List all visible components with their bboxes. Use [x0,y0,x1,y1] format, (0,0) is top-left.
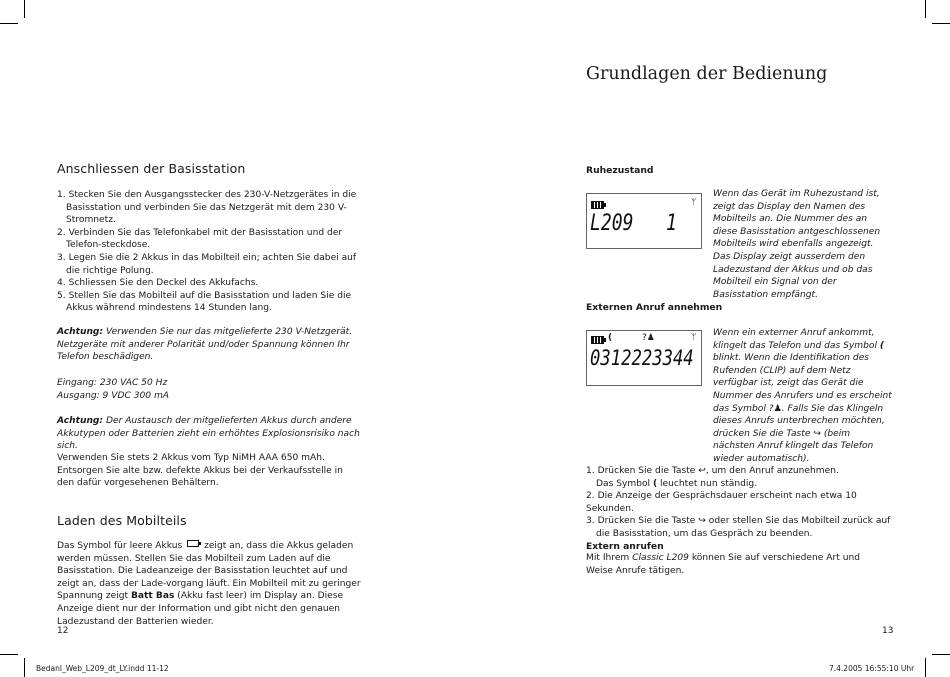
subheading-ruhezustand: Ruhezustand [586,165,654,176]
section-heading-anschliessen: Anschliessen der Basisstation [57,161,246,176]
call-accept-key-icon: ↩ [698,466,706,476]
output-spec: Ausgang: 9 VDC 300 mA [57,390,170,401]
call-end-key-icon: ↪ [698,516,706,527]
crop-mark-top-right [925,0,926,18]
list-item [586,478,891,491]
step-text: , um den Anruf anzunehmen. [705,466,839,476]
charging-text: zeigt an, dass die Akkus geladen werden müssen. Stellen Sie das Mobilteil zum Laden auf die Basisstation. Die Ladeanzeige der Basisstation leuchtet auf und zeigt an, dass der Lade-vorgang läuft. Ein Mobilteil mit zu geringer Spannung zeigt [57,541,361,602]
charging-text: (Akku fast leer) im Display an. Diese Anzeige dient nur der Information und gibt nicht den genauen Ladezustand der Batterien wieder. [57,591,344,627]
setup-steps-list [57,189,360,315]
charging-text: Das Symbol für leere Akkus [57,541,186,551]
outgoing-text: können Sie auf verschiedene Art und Weise Anrufe tätigen. [586,553,860,576]
subheading-externen-anruf: Externen Anruf annehmen [586,302,723,313]
outgoing-paragraph [586,552,886,577]
incoming-text: . Falls Sie das Klingeln dieses Anrufs unterbrechen möchten, drücken Sie die Taste [713,403,885,439]
antenna-signal-icon: ᛘ [691,198,697,208]
warning-label: Achtung: [57,416,104,426]
crop-mark-left-bottom [0,654,18,655]
battery-disposal-note: Verwenden Sie stets 2 Akkus vom Typ NiMH AAA 650 mAh. Entsorgen Sie alte bzw. defekte Akkus bei der Verkaufsstelle in den dafür vorgesehenen Behältern. [57,453,343,489]
incoming-text: (beim nächsten Anruf klingelt das Telefon wieder automatisch). [713,428,874,464]
list-item: 3. Legen Sie die 2 Akkus in das Mobilteil ein; achten Sie dabei auf die richtige Polung. [57,252,357,276]
power-specs [57,377,357,402]
battery-full-icon [591,201,604,209]
warning-power-supply [57,326,357,364]
battery-full-icon [591,336,604,344]
caller-id-icon: ?♟ [768,403,782,414]
handset-ring-icon: ( [652,478,658,489]
crop-mark-right-top [932,23,950,24]
slug-filename: Bedanl_Web_L209_dt_LY.indd 11-12 [36,664,169,673]
list-item: 4. Schliessen Sie den Deckel des Akkufachs. [57,278,259,289]
antenna-signal-icon: ᛘ [691,333,697,343]
list-item: 5. Stellen Sie das Mobilteil auf die Basisstation und laden Sie die Akkus während mindestens 14 Stunden lang. [57,290,352,314]
idle-description: Wenn das Gerät im Ruhezustand ist, zeigt das Display den Namen des Mobilteils an. Die Nummer des an diese Basisstation antgeschlossenen Mobilteils wird ebenfalls angezeigt. Das Display zeigt ausserdem den Ladezustand der Akkus und ob das Mobilteil ein Signal von der Basisstation empfängt. [713,189,881,300]
lcd-idle-text: L209 1 [590,211,677,236]
caller-id-icon: ?♟ [642,333,655,343]
incoming-text: Wenn ein externer Anruf ankommt, klingelt das Telefon und das Symbol [713,328,880,351]
list-item: 2. Verbinden Sie das Telefonkabel mit der Basisstation und der Telefon-steckdose. [57,227,343,251]
slug-date: 7.4.2005 16:55:10 Uhr [829,664,915,673]
list-item: 2. Die Anzeige der Gesprächsdauer erscheint nach etwa 10 Sekunden. [586,491,857,514]
warning-text: Verwenden Sie nur das mitgelieferte 230 V-Netzgerät. Netzgeräte mit anderer Polarität und/oder Spannung können Ihr Telefon beschädigen. [57,327,353,363]
batt-bas-label: Batt Bas [130,591,175,602]
list-item: 1. Stecken Sie den Ausgangsstecker des 230-V-Netzgerätes in die Basisstation und verbinden Sie das Netzgerät mit dem 230 V-Stromnetz. [57,190,357,226]
warning-label: Achtung: [57,327,104,337]
step-text: leuchtet nun ständig. [657,478,758,489]
lcd-display-incoming [586,330,702,386]
outgoing-text: Mit Ihrem [586,553,633,563]
list-item [586,465,891,478]
step-text: 3. Drücken Sie die Taste [586,516,699,527]
crop-mark-left-top [0,23,18,24]
page-title: Grundlagen der Bedienung [586,64,828,84]
input-spec: Eingang: 230 VAC 50 Hz [57,378,168,388]
section-heading-laden: Laden des Mobilteils [57,513,187,528]
subheading-extern-anrufen: Extern anrufen [586,541,664,552]
answer-steps-list [586,465,891,541]
incoming-description [713,327,893,466]
crop-mark-right-bottom [932,654,950,655]
empty-battery-icon [187,540,199,547]
step-text: 1. Drücken Sie die Taste [586,466,699,476]
call-end-key-icon: ↪ [813,428,821,439]
warning-battery [57,415,362,453]
handset-ring-icon: ( [608,333,613,343]
crop-mark-bottom-left [24,658,25,677]
step-text: oder stellen Sie das Mobilteil zurück auf die Basisstation, um das Gespräch zu beenden. [596,516,891,539]
lcd-display-idle [586,193,702,249]
model-name: Classic L209 [632,553,689,563]
crop-mark-top-left [24,0,25,18]
incoming-text: blinkt. Wenn die Identifikation des Rufenden (CLIP) auf dem Netz verfügbar ist, zeigt das Gerät die Nummer des Anrufers und es erscheint das Symbol [713,353,892,414]
page-number-left: 12 [57,626,69,636]
charging-paragraph [57,540,362,628]
page-number-right: 13 [882,626,894,636]
crop-mark-bottom-right [925,658,926,677]
lcd-caller-number: 0312223344 [590,346,694,370]
step-text: Das Symbol [596,478,653,489]
handset-ring-icon: ( [879,340,885,351]
list-item [586,515,891,540]
warning-text: Der Austausch der mitgelieferten Akkus durch andere Akkutypen oder Batterien zieht ein erhöhtes Explosionsrisiko nach sich. [57,416,360,452]
